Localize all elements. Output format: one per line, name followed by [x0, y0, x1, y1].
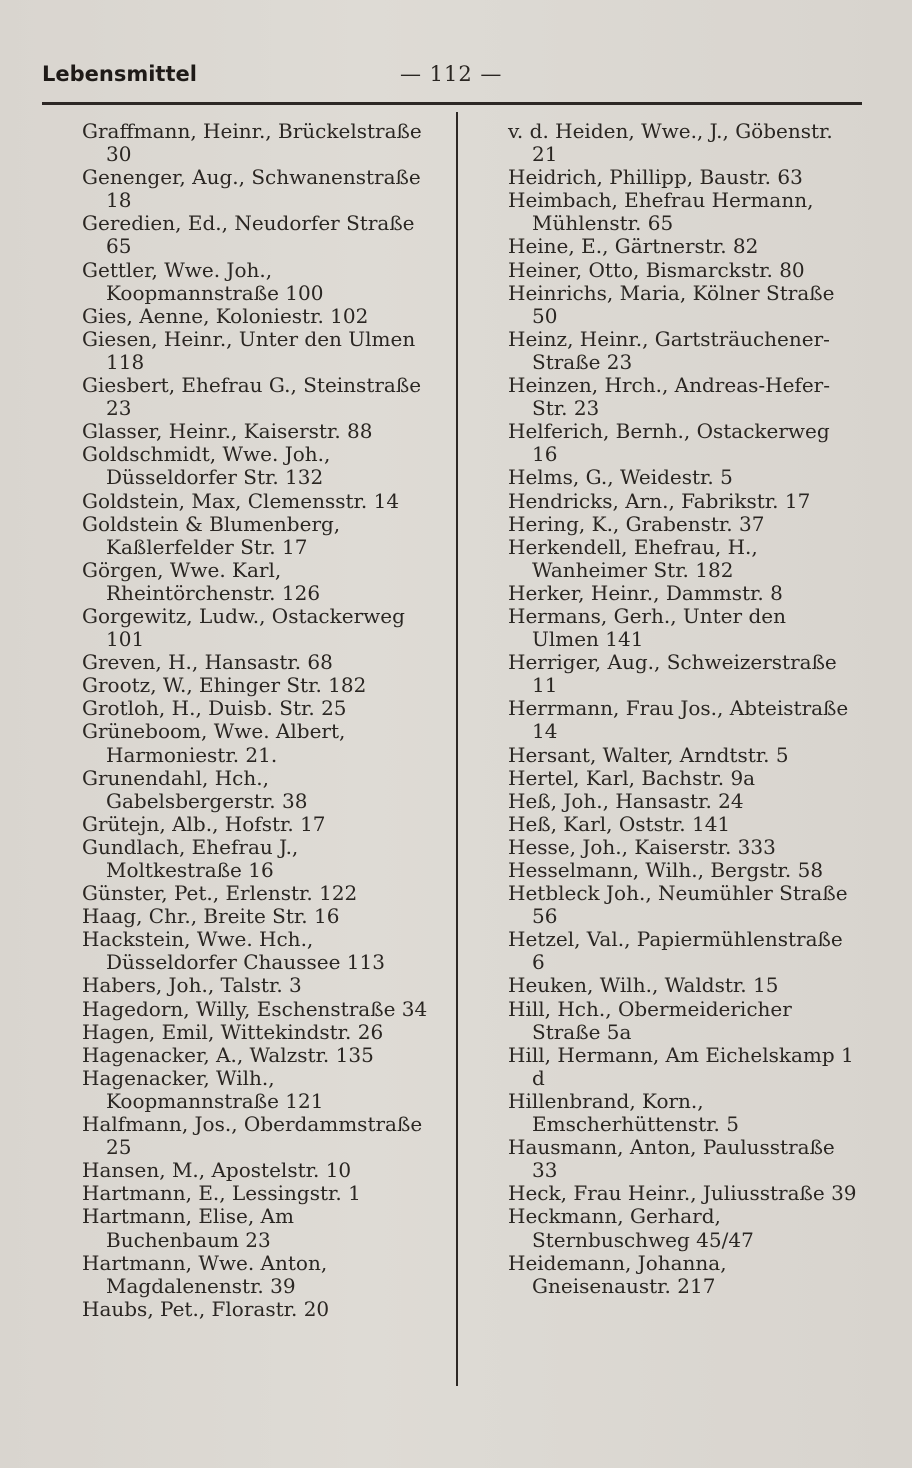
directory-entry: Hesse, Joh., Kaiserstr. 333 [508, 834, 776, 859]
directory-entry: Heinzen, Hrch., Andreas-Hefer-Str. 23 [508, 373, 830, 421]
directory-entry: Herrmann, Frau Jos., Abteistraße 14 [508, 696, 849, 744]
directory-entry: Hetbleck Joh., Neumühler Straße 56 [508, 881, 848, 929]
section-title: Lebensmittel [42, 62, 197, 86]
directory-entry: Gorgewitz, Ludw., Ostackerweg 101 [82, 603, 405, 652]
directory-entry: Geredien, Ed., Neudorfer Straße 65 [82, 211, 415, 259]
directory-entry: Hansen, M., Apostelstr. 10 [82, 1158, 352, 1183]
directory-entry: Gies, Aenne, Koloniestr. 102 [82, 303, 369, 328]
directory-entry: Haag, Chr., Breite Str. 16 [82, 904, 340, 929]
directory-entry: Günster, Pet., Erlenstr. 122 [82, 881, 358, 906]
directory-entry: Haubs, Pet., Florastr. 20 [82, 1296, 330, 1321]
directory-entry: Greven, H., Hansastr. 68 [82, 650, 333, 675]
directory-entry: Hagenacker, A., Walzstr. 135 [82, 1042, 374, 1067]
directory-entry: Genenger, Aug., Schwanenstraße 18 [82, 165, 421, 213]
directory-entry: Grüneboom, Wwe. Albert, Harmoniestr. 21. [82, 719, 346, 767]
directory-entry: Hagedorn, Willy, Eschenstraße 34 [82, 996, 428, 1021]
directory-entry: Herkendell, Ehefrau, H., Wanheimer Str. 182 [508, 534, 758, 582]
directory-entry: Heidemann, Johanna, Gneisenaustr. 217 [508, 1250, 727, 1298]
directory-entry: Hartmann, Wwe. Anton, Magdalenenstr. 39 [82, 1250, 328, 1298]
left-column [82, 120, 432, 1321]
directory-entry: Gundlach, Ehefrau J., Moltkestraße 16 [82, 834, 299, 882]
directory-entry: Hagen, Emil, Wittekindstr. 26 [82, 1019, 384, 1044]
directory-entry: Gettler, Wwe. Joh., Koopmannstraße 100 [82, 257, 324, 305]
directory-entry: Goldstein, Max, Clemensstr. 14 [82, 488, 400, 513]
directory-entry: Hersant, Walter, Arndtstr. 5 [508, 742, 789, 767]
directory-entry: Hausmann, Anton, Paulusstraße 33 [508, 1135, 835, 1183]
directory-entry: Heiner, Otto, Bismarckstr. 80 [508, 257, 805, 282]
directory-entry: Hertel, Karl, Bachstr. 9a [508, 765, 756, 790]
directory-entry: Habers, Joh., Talstr. 3 [82, 973, 302, 998]
directory-entry: Hendricks, Arn., Fabrikstr. 17 [508, 488, 811, 513]
page-header [42, 62, 862, 98]
directory-entry: Grotloh, H., Duisb. Str. 25 [82, 696, 347, 721]
directory-entry: Heß, Joh., Hansastr. 24 [508, 788, 744, 813]
directory-entry: Hering, K., Grabenstr. 37 [508, 511, 765, 536]
directory-entry: Hermans, Gerh., Unter den Ulmen 141 [508, 603, 786, 652]
directory-entry: Görgen, Wwe. Karl, Rheintörchenstr. 126 [82, 557, 321, 605]
directory-entry: Heine, E., Gärtnerstr. 82 [508, 234, 759, 259]
page-number: — 112 — [400, 62, 503, 86]
directory-entry: Hill, Hch., Obermeidericher Straße 5a [508, 996, 792, 1044]
header-rule [42, 102, 862, 105]
column-divider [456, 112, 458, 1386]
directory-entry: Hill, Hermann, Am Eichelskamp 1 d [508, 1042, 854, 1090]
directory-entry: Hillenbrand, Korn., Emscherhüttenstr. 5 [508, 1088, 739, 1137]
directory-entry: Grütejn, Alb., Hofstr. 17 [82, 811, 326, 836]
directory-entry: Heinz, Heinr., Gartsträuchener-Straße 23 [508, 326, 830, 374]
directory-entry: Giesbert, Ehefrau G., Steinstraße 23 [82, 373, 422, 421]
directory-entry: Heinrichs, Maria, Kölner Straße 50 [508, 280, 835, 328]
directory-entry: Goldstein & Blumenberg, Kaßlerfelder Str. 17 [82, 511, 341, 559]
right-column [508, 120, 858, 1298]
directory-entry: Heuken, Wilh., Waldstr. 15 [508, 973, 779, 998]
directory-entry: Glasser, Heinr., Kaiserstr. 88 [82, 419, 373, 444]
directory-entry: Hagenacker, Wilh., Koopmannstraße 121 [82, 1065, 324, 1113]
directory-entry: Heidrich, Phillipp, Baustr. 63 [508, 165, 803, 190]
directory-entry: Grunendahl, Hch., Gabelsbergerstr. 38 [82, 765, 308, 813]
directory-entry: Goldschmidt, Wwe. Joh., Düsseldorfer Str. 132 [82, 442, 331, 490]
directory-entry: Hesselmann, Wilh., Bergstr. 58 [508, 858, 824, 882]
directory-entry: Giesen, Heinr., Unter den Ulmen 118 [82, 326, 416, 374]
directory-entry: Heckmann, Gerhard, Sternbuschweg 45/47 [508, 1204, 754, 1252]
directory-entry: Helms, G., Weidestr. 5 [508, 465, 733, 490]
directory-entry: Hackstein, Wwe. Hch., Düsseldorfer Chaussee 113 [82, 927, 385, 975]
directory-entry: Helferich, Bernh., Ostackerweg 16 [508, 419, 830, 467]
directory-entry: v. d. Heiden, Wwe., J., Göbenstr. 21 [508, 119, 833, 167]
directory-entry: Heck, Frau Heinr., Juliusstraße 39 [508, 1181, 857, 1206]
directory-entry: Graffmann, Heinr., Brückelstraße 30 [82, 119, 422, 167]
directory-entry: Grootz, W., Ehinger Str. 182 [82, 673, 367, 698]
directory-entry: Heß, Karl, Oststr. 141 [508, 811, 731, 836]
directory-entry: Hartmann, E., Lessingstr. 1 [82, 1181, 361, 1206]
directory-entry: Halfmann, Jos., Oberdammstraße 25 [82, 1112, 423, 1160]
directory-entry: Hartmann, Elise, Am Buchenbaum 23 [82, 1204, 294, 1252]
directory-entry: Hetzel, Val., Papiermühlenstraße 6 [508, 927, 843, 975]
directory-entry: Heimbach, Ehefrau Hermann, Mühlenstr. 65 [508, 188, 814, 236]
directory-entry: Herker, Heinr., Dammstr. 8 [508, 580, 783, 605]
directory-entry: Herriger, Aug., Schweizerstraße 11 [508, 650, 837, 698]
